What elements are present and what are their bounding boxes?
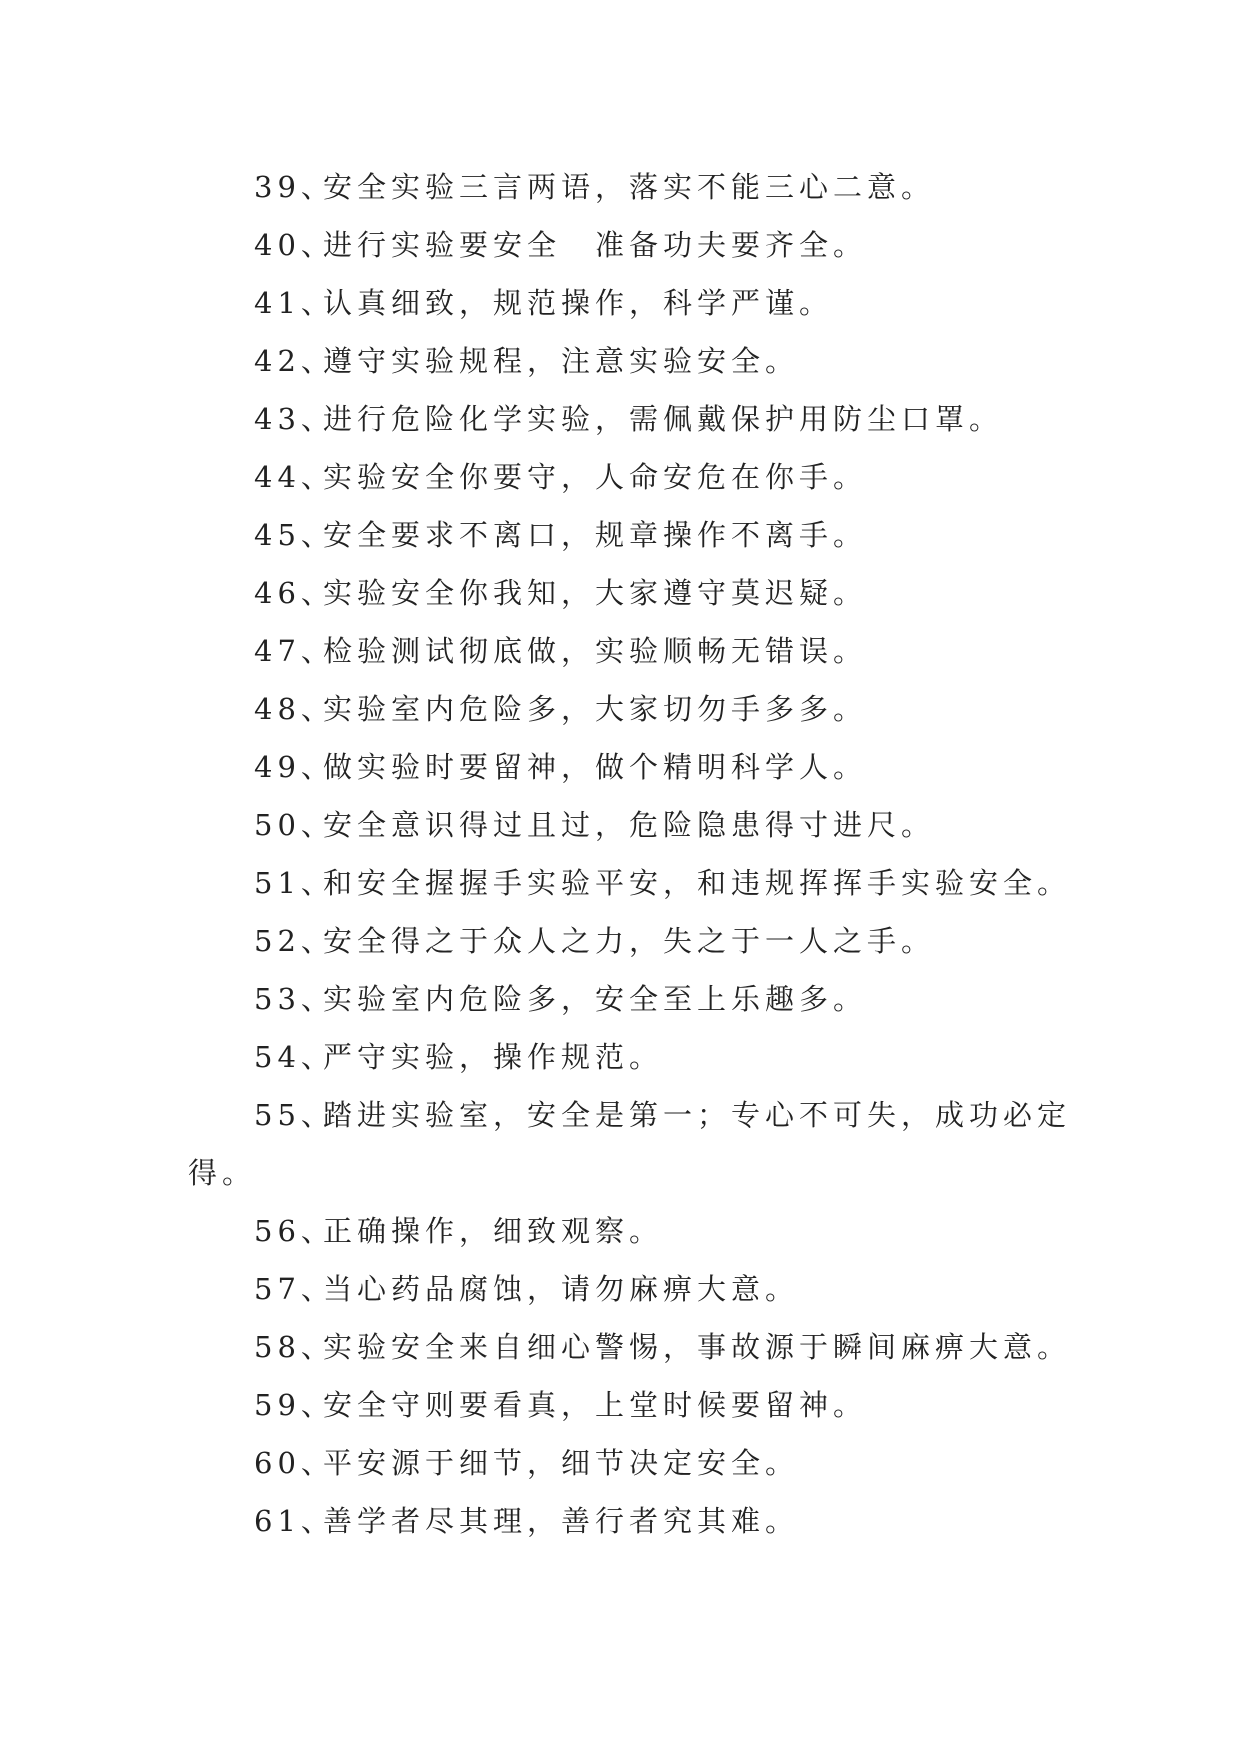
item-number: 46、 xyxy=(254,576,335,610)
list-item xyxy=(188,1492,1068,1550)
item-text: 做实验时要留神，做个精明科学人。 xyxy=(323,750,868,784)
item-number: 59、 xyxy=(254,1388,335,1422)
item-text: 遵守实验规程，注意实验安全。 xyxy=(323,344,800,378)
item-text: 善学者尽其理，善行者究其难。 xyxy=(323,1504,800,1538)
item-text: 正确操作，细致观察。 xyxy=(323,1214,664,1248)
item-number: 42、 xyxy=(254,344,335,378)
list-item xyxy=(188,854,1072,912)
item-text: 安全得之于众人之力，失之于一人之手。 xyxy=(323,924,936,958)
item-text: 当心药品腐蚀，请勿麻痹大意。 xyxy=(323,1272,800,1306)
item-number: 60、 xyxy=(254,1446,335,1480)
item-text: 安全实验三言两语，落实不能三心二意。 xyxy=(323,170,936,204)
item-text: 和安全握握手实验平安，和违规挥挥手实验安全。 xyxy=(323,866,1072,900)
list-item xyxy=(188,1318,1072,1376)
item-number: 50、 xyxy=(254,808,335,842)
list-item xyxy=(188,1260,1068,1318)
list-item xyxy=(188,1202,1068,1260)
item-text: 进行实验要安全 准备功夫要齐全。 xyxy=(323,228,868,262)
item-text: 实验室内危险多，安全至上乐趣多。 xyxy=(323,982,868,1016)
list-item xyxy=(188,970,1068,1028)
item-text: 进行危险化学实验，需佩戴保护用防尘口罩。 xyxy=(323,402,1004,436)
item-number: 43、 xyxy=(254,402,335,436)
item-text: 实验安全来自细心警惕，事故源于瞬间麻痹大意。 xyxy=(323,1330,1072,1364)
item-number: 47、 xyxy=(254,634,335,668)
item-number: 41、 xyxy=(254,286,335,320)
list-item xyxy=(188,506,1068,564)
item-number: 61、 xyxy=(254,1504,335,1538)
list-item xyxy=(188,274,1068,332)
list-item xyxy=(188,680,1068,738)
item-number: 52、 xyxy=(254,924,335,958)
item-number: 45、 xyxy=(254,518,335,552)
item-number: 55、 xyxy=(254,1098,335,1132)
item-text: 认真细致，规范操作，科学严谨。 xyxy=(323,286,834,320)
slogan-list xyxy=(188,158,1072,1550)
item-text: 安全守则要看真，上堂时候要留神。 xyxy=(323,1388,868,1422)
item-text: 检验测试彻底做，实验顺畅无错误。 xyxy=(323,634,868,668)
item-number: 53、 xyxy=(254,982,335,1016)
item-text: 安全意识得过且过，危险隐患得寸进尺。 xyxy=(323,808,936,842)
item-text: 平安源于细节，细节决定安全。 xyxy=(323,1446,800,1480)
list-item xyxy=(188,1086,1072,1202)
item-text: 安全要求不离口，规章操作不离手。 xyxy=(323,518,868,552)
item-number: 57、 xyxy=(254,1272,335,1306)
item-number: 49、 xyxy=(254,750,335,784)
item-text: 严守实验，操作规范。 xyxy=(323,1040,664,1074)
list-item xyxy=(188,912,1068,970)
list-item xyxy=(188,390,1068,448)
list-item xyxy=(188,216,1068,274)
list-item xyxy=(188,448,1068,506)
item-text: 踏进实验室，安全是第一；专心不可失，成功必定 xyxy=(323,1098,1072,1132)
list-item xyxy=(188,1028,1068,1086)
item-text: 实验安全你要守，人命安危在你手。 xyxy=(323,460,868,494)
item-text-continuation: 得。 xyxy=(188,1156,257,1190)
list-item xyxy=(188,564,1068,622)
list-item xyxy=(188,332,1068,390)
item-text: 实验安全你我知，大家遵守莫迟疑。 xyxy=(323,576,868,610)
item-number: 56、 xyxy=(254,1214,335,1248)
item-number: 44、 xyxy=(254,460,335,494)
item-text: 实验室内危险多，大家切勿手多多。 xyxy=(323,692,868,726)
item-number: 40、 xyxy=(254,228,335,262)
item-number: 48、 xyxy=(254,692,335,726)
item-number: 39、 xyxy=(254,170,335,204)
list-item xyxy=(188,1376,1068,1434)
item-number: 58、 xyxy=(254,1330,335,1364)
list-item xyxy=(188,622,1068,680)
item-number: 54、 xyxy=(254,1040,335,1074)
list-item xyxy=(188,738,1068,796)
item-number: 51、 xyxy=(254,866,335,900)
list-item xyxy=(188,158,1068,216)
list-item xyxy=(188,796,1068,854)
list-item xyxy=(188,1434,1068,1492)
